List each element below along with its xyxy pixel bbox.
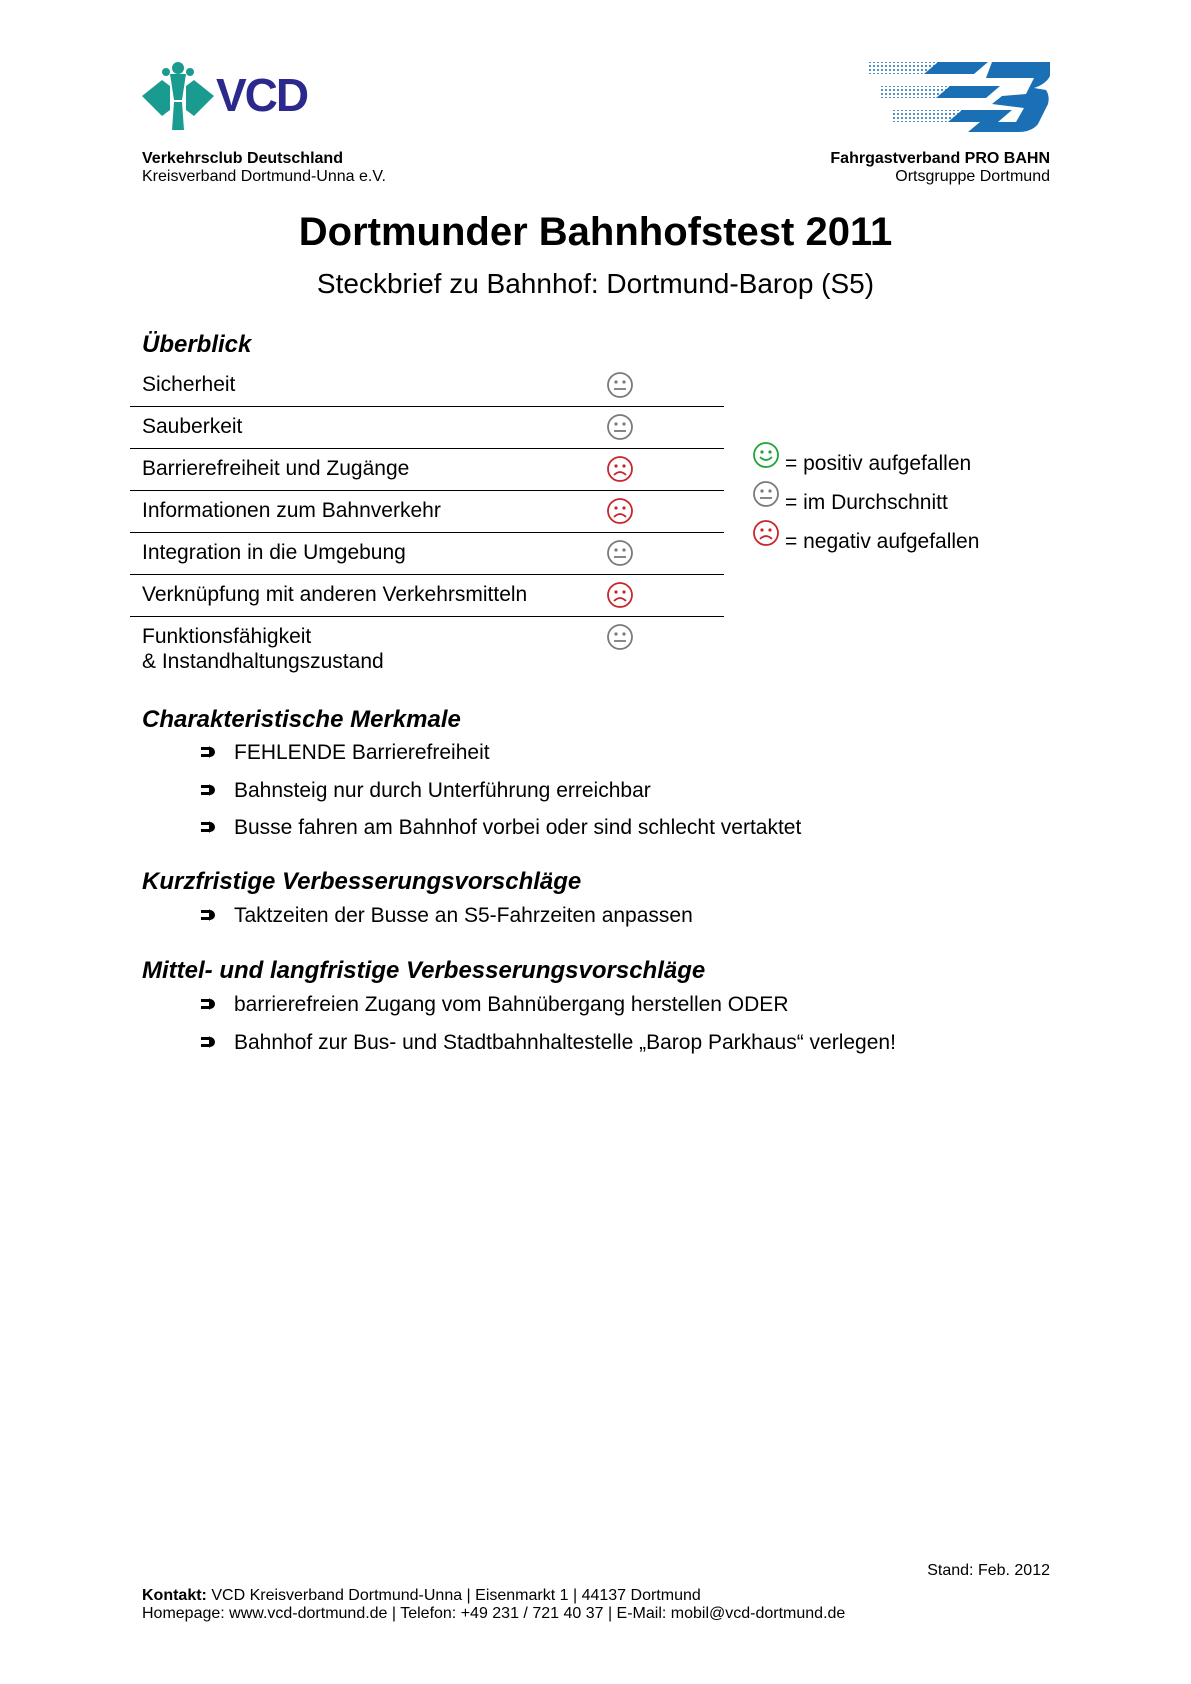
list-item-text: Taktzeiten der Busse an S5-Fahrzeiten anpassen	[234, 904, 693, 927]
page-title: Dortmunder Bahnhofstest 2011	[298, 210, 893, 254]
left-org-sub: Kreisverband Dortmund-Unna e.V.	[142, 168, 386, 185]
list-item-text: barrierefreien Zugang vom Bahnübergang herstellen ODER	[234, 993, 789, 1016]
arrow-bullet-icon	[200, 818, 218, 836]
list-item-text: Bahnsteig nur durch Unterführung erreichbar	[234, 778, 651, 802]
overview-row-label-line: Informationen zum Bahnverkehr	[142, 499, 441, 522]
overview-row-label	[142, 582, 527, 607]
overview-table	[130, 365, 724, 683]
right-org-sub: Ortsgruppe Dortmund	[895, 168, 1050, 185]
vcd-logo-text: VCD	[216, 69, 308, 121]
negative-face-icon	[606, 581, 634, 609]
overview-row-label-line: & Instandhaltungszustand	[142, 650, 384, 673]
left-org-name: Verkehrsclub Deutschland	[142, 150, 343, 167]
contact-text: VCD Kreisverband Dortmund-Unna | Eisenmarkt 1 | 44137 Dortmund	[206, 1587, 701, 1604]
arrow-bullet-icon	[200, 743, 218, 761]
overview-row	[130, 365, 724, 407]
probahn-logo	[868, 60, 1050, 138]
neutral-face-icon	[606, 371, 634, 399]
legend-text: = positiv aufgefallen	[785, 452, 972, 475]
neutral-face-icon	[752, 480, 780, 508]
overview-row	[130, 617, 724, 683]
arrow-bullet-icon	[200, 781, 218, 799]
list-item-text: FEHLENDE Barrierefreiheit	[234, 741, 490, 764]
page-subtitle: Steckbrief zu Bahnhof: Dortmund-Barop (S5)	[316, 268, 875, 299]
overview-row-label	[142, 414, 242, 439]
contact-line-1	[142, 1587, 845, 1605]
list-item-text: Bahnhof zur Bus- und Stadtbahnhaltestelle „Barop Parkhaus“ verlegen!	[234, 1030, 896, 1054]
right-org-block	[830, 150, 1050, 186]
arrow-bullet-icon	[200, 1033, 218, 1051]
overview-row	[130, 575, 724, 617]
overview-row-label	[142, 540, 406, 565]
positive-face-icon	[752, 441, 780, 469]
long-term-heading: Mittel- und langfristige Verbesserungsvorschläge	[142, 957, 706, 984]
arrow-bullet-icon	[200, 906, 218, 924]
contact-block	[142, 1587, 845, 1623]
overview-row	[130, 407, 724, 449]
overview-row-label	[142, 372, 235, 397]
overview-row-label	[142, 624, 384, 674]
overview-row-label-line: Verknüpfung mit anderen Verkehrsmitteln	[142, 583, 528, 606]
left-org-block	[142, 150, 386, 186]
negative-face-icon	[752, 519, 780, 547]
neutral-face-icon	[606, 539, 634, 567]
overview-row-label-line: Integration in die Umgebung	[142, 541, 406, 564]
overview-row-label-line: Barrierefreiheit und Zugänge	[142, 457, 410, 480]
overview-row	[130, 491, 724, 533]
vcd-logo	[140, 60, 340, 135]
contact-line-2: Homepage: www.vcd-dortmund.de | Telefon: +49 231 / 721 40 37 | E-Mail: mobil@vcd-dortmund.de	[142, 1605, 846, 1622]
characteristics-heading: Charakteristische Merkmale	[142, 706, 461, 733]
overview-row-label-line: Funktionsfähigkeit	[142, 625, 312, 648]
short-term-heading: Kurzfristige Verbesserungsvorschläge	[142, 868, 582, 895]
arrow-bullet-icon	[200, 995, 218, 1013]
overview-row-label	[142, 456, 409, 481]
overview-row-label-line: Sicherheit	[142, 373, 236, 396]
negative-face-icon	[606, 455, 634, 483]
overview-row-label-line: Sauberkeit	[142, 415, 243, 438]
neutral-face-icon	[606, 623, 634, 651]
contact-label: Kontakt:	[142, 1587, 207, 1604]
right-org-name: Fahrgastverband PRO BAHN	[830, 150, 1050, 167]
overview-heading: Überblick	[142, 331, 252, 358]
stand-date: Stand: Feb. 2012	[927, 1562, 1050, 1579]
list-item-text: Busse fahren am Bahnhof vorbei oder sind schlecht vertaktet	[234, 816, 802, 839]
overview-row	[130, 533, 724, 575]
overview-row	[130, 449, 724, 491]
legend-text: = negativ aufgefallen	[785, 530, 980, 553]
neutral-face-icon	[606, 413, 634, 441]
negative-face-icon	[606, 497, 634, 525]
legend-text: = im Durchschnitt	[785, 491, 948, 514]
overview-row-label	[142, 498, 441, 523]
